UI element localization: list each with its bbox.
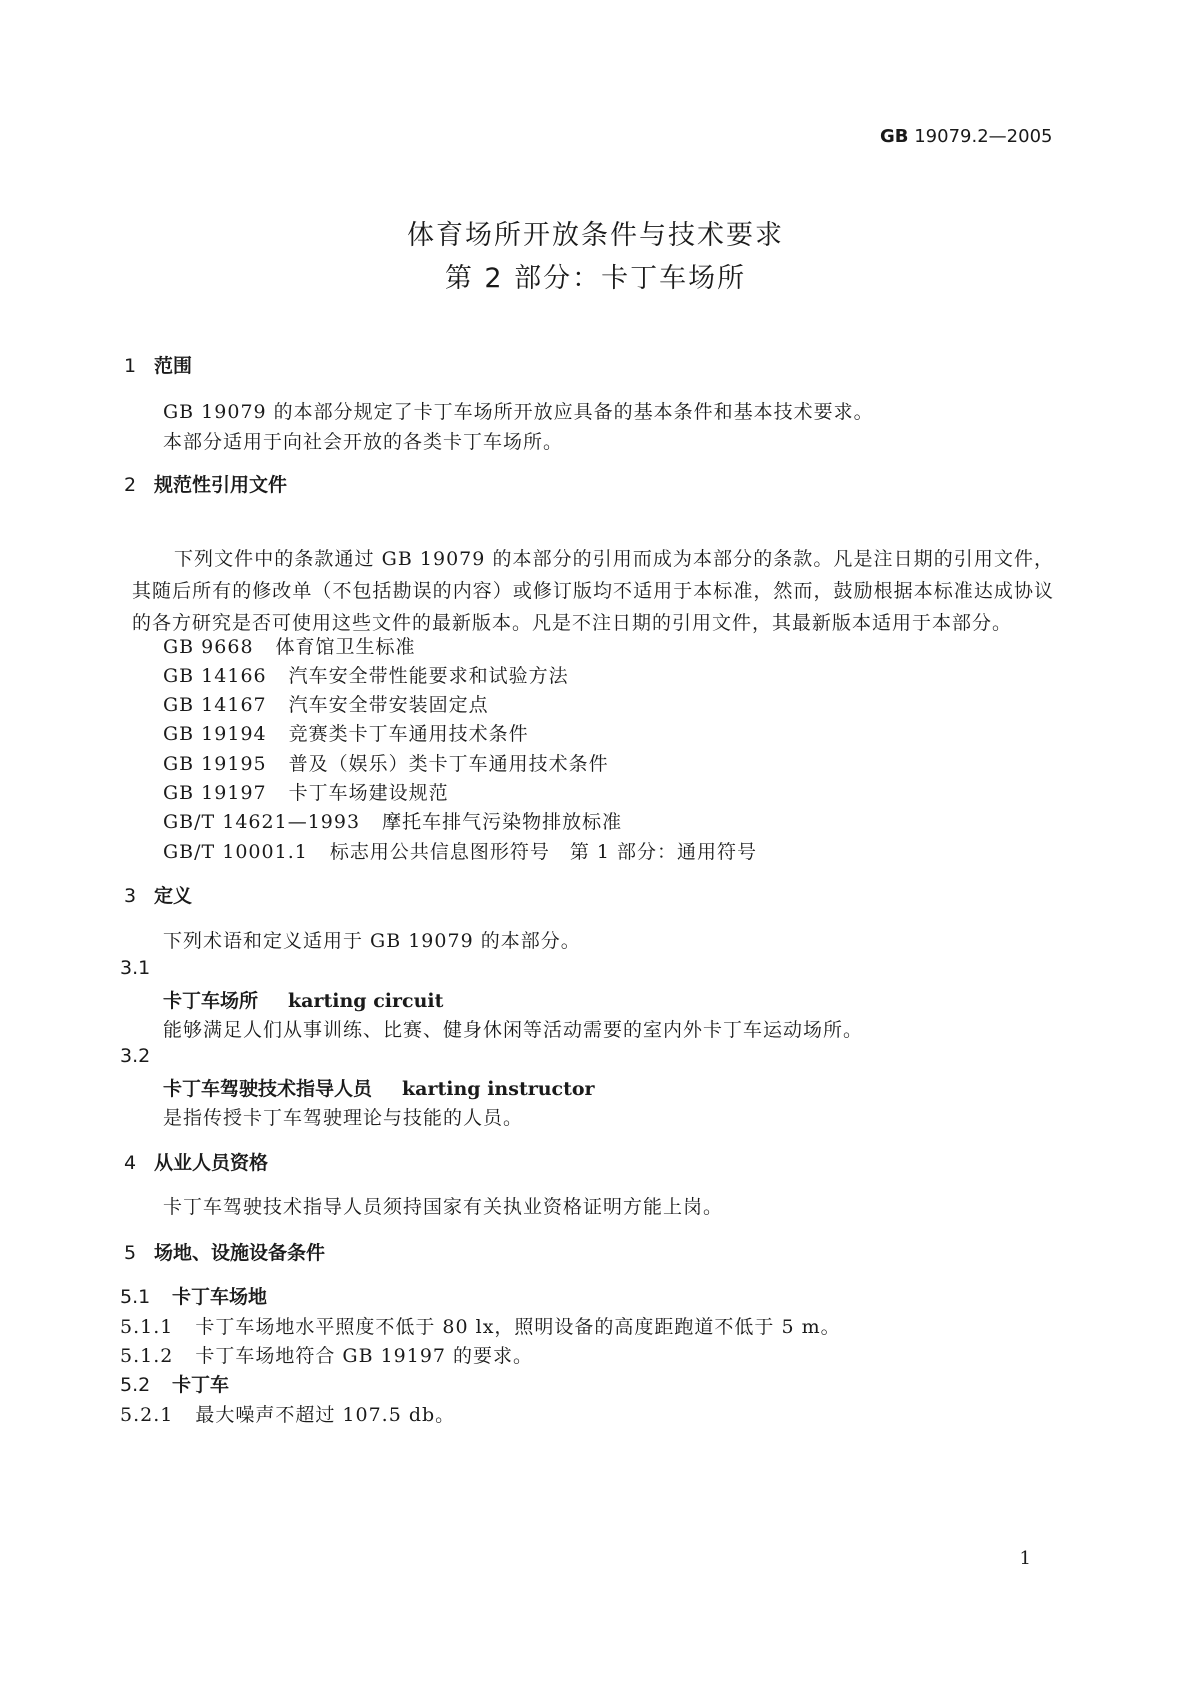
standard-code <box>880 126 1052 147</box>
term-english: karting instructor <box>402 1078 595 1100</box>
section-title: 场地、设施设备条件 <box>154 1242 326 1264</box>
subsection-5-2-heading <box>120 1370 229 1397</box>
reference-title: 标志用公共信息图形符号 第 1 部分：通用符号 <box>329 841 757 863</box>
reference-code: GB 14166 <box>163 665 267 687</box>
subsection-5-1-heading <box>120 1282 267 1309</box>
clause-number: 5.1.1 <box>120 1316 174 1338</box>
section-title: 范围 <box>154 355 193 377</box>
section-number: 4 <box>124 1152 137 1174</box>
reference-item <box>163 632 416 659</box>
term-english: karting circuit <box>288 990 444 1012</box>
reference-item <box>163 719 529 746</box>
section-4-heading <box>124 1148 268 1175</box>
clause-5-2-1 <box>120 1400 455 1427</box>
section-1-heading <box>124 351 192 378</box>
section-title: 规范性引用文件 <box>154 474 288 496</box>
clause-number: 5.1.2 <box>120 1345 174 1367</box>
scope-paragraph-1: GB 19079 的本部分规定了卡丁车场所开放应具备的基本条件和基本技术要求。 <box>163 401 874 423</box>
section-title: 定义 <box>154 885 193 907</box>
clause-number: 5.2.1 <box>120 1404 174 1426</box>
section-title: 从业人员资格 <box>154 1152 269 1174</box>
subsection-title: 卡丁车场地 <box>172 1286 268 1308</box>
standard-code-number: 19079.2—2005 <box>914 126 1053 147</box>
definition-text: 能够满足人们从事训练、比赛、健身休闲等活动需要的室内外卡丁车运动场所。 <box>163 1019 864 1041</box>
clause-text: 卡丁车场地水平照度不低于 80 lx，照明设备的高度距跑道不低于 5 m。 <box>195 1316 841 1338</box>
reference-code: GB 19194 <box>163 723 267 745</box>
reference-code: GB 14167 <box>163 694 267 716</box>
standard-code-prefix: GB <box>880 126 909 147</box>
reference-item <box>163 749 609 776</box>
reference-title: 竞赛类卡丁车通用技术条件 <box>288 723 529 745</box>
document-subtitle: 第 2 部分：卡丁车场所 <box>444 263 747 294</box>
section-5-heading <box>124 1238 325 1265</box>
reference-code: GB/T 10001.1 <box>163 841 308 863</box>
page-number: 1 <box>1019 1548 1031 1569</box>
definition-number: 3.2 <box>120 1045 151 1067</box>
definition-number: 3.1 <box>120 957 151 979</box>
reference-code: GB 19195 <box>163 753 267 775</box>
section-number: 1 <box>124 355 137 377</box>
reference-code: GB 9668 <box>163 636 254 658</box>
scope-paragraph-2: 本部分适用于向社会开放的各类卡丁车场所。 <box>163 431 564 453</box>
definition-term <box>163 986 443 1013</box>
reference-title: 普及（娱乐）类卡丁车通用技术条件 <box>288 753 609 775</box>
normative-references-paragraph: 下列文件中的条款通过 GB 19079 的本部分的引用而成为本部分的条款。凡是注日期的引用文件，其随后所有的修改单（不包括勘误的内容）或修订版均不适用于本标准，然而，鼓励根据本标准达成协议的各方研究是否可使用这些文件的最新版本。凡是不注日期的引用文件，其最新版本适用于本部分。 <box>132 548 1054 634</box>
term-chinese: 卡丁车场所 <box>163 990 259 1012</box>
reference-item <box>163 778 449 805</box>
reference-item <box>163 807 622 834</box>
section-number: 2 <box>124 474 137 496</box>
reference-item <box>163 690 489 717</box>
clause-5-1-2 <box>120 1341 533 1368</box>
subsection-title: 卡丁车 <box>172 1374 230 1396</box>
clause-text: 卡丁车场地符合 GB 19197 的要求。 <box>195 1345 534 1367</box>
reference-title: 汽车安全带安装固定点 <box>288 694 489 716</box>
reference-title: 汽车安全带性能要求和试验方法 <box>288 665 569 687</box>
definitions-intro: 下列术语和定义适用于 GB 19079 的本部分。 <box>163 930 581 952</box>
document-title: 体育场所开放条件与技术要求 <box>407 220 784 251</box>
section-number: 5 <box>124 1242 137 1264</box>
definition-text: 是指传授卡丁车驾驶理论与技能的人员。 <box>163 1107 524 1129</box>
term-chinese: 卡丁车驾驶技术指导人员 <box>163 1078 373 1100</box>
subsection-number: 5.1 <box>120 1286 151 1308</box>
clause-5-1-1 <box>120 1312 841 1339</box>
reference-title: 体育馆卫生标准 <box>275 636 416 658</box>
subsection-number: 5.2 <box>120 1374 151 1396</box>
reference-code: GB 19197 <box>163 782 267 804</box>
reference-title: 摩托车排气污染物排放标准 <box>382 811 623 833</box>
reference-item <box>163 837 757 864</box>
section-number: 3 <box>124 885 137 907</box>
reference-title: 卡丁车场建设规范 <box>288 782 449 804</box>
definition-term <box>163 1074 595 1101</box>
section-2-heading <box>124 470 287 497</box>
reference-item <box>163 661 569 688</box>
qualification-paragraph: 卡丁车驾驶技术指导人员须持国家有关执业资格证明方能上岗。 <box>163 1196 724 1218</box>
reference-code: GB/T 14621—1993 <box>163 811 361 833</box>
section-3-heading <box>124 881 192 908</box>
clause-text: 最大噪声不超过 107.5 db。 <box>195 1404 456 1426</box>
